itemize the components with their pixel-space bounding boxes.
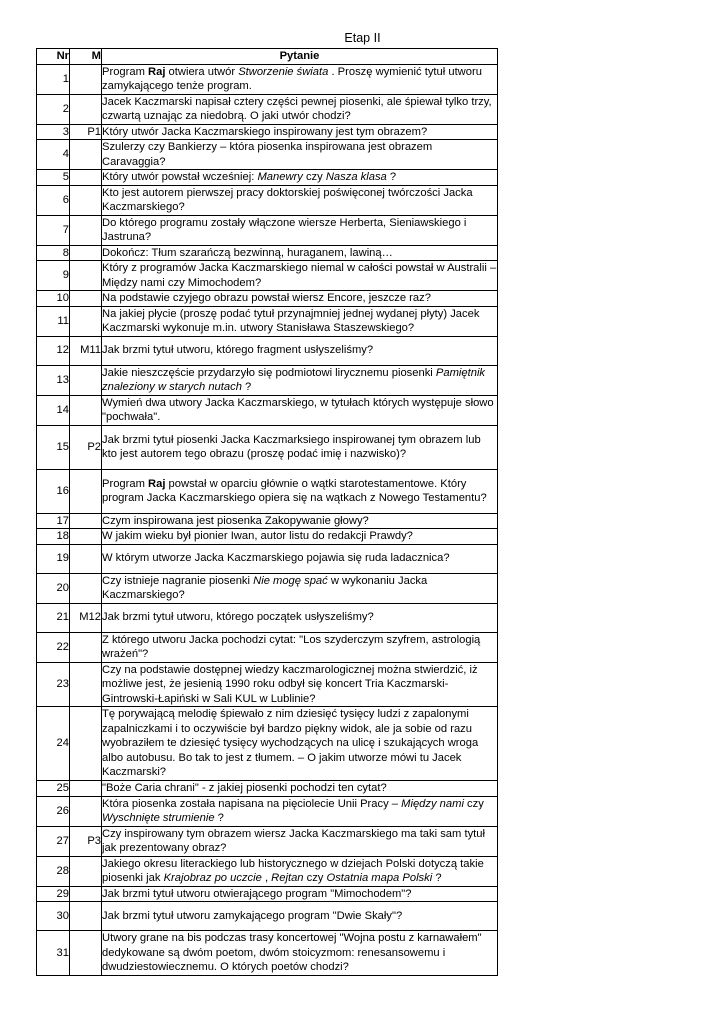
table-row [37,261,498,291]
question-italic-segment: Między nami [401,797,464,810]
table-row [37,513,498,529]
row-number: 19 [37,544,70,573]
question-segment: Program [102,477,149,490]
question-segment: ? [432,872,442,884]
header-m: M [70,49,102,65]
header-question: Pytanie [102,49,498,65]
table-row [37,529,498,545]
row-number: 18 [37,529,70,545]
question-segment: Która piosenka została napisana na pięciolecie Unii Pracy – [102,797,402,810]
question-text [102,245,498,261]
table-row [37,544,498,573]
table-row [37,365,498,395]
row-media-code: P3 [70,826,102,856]
row-media-code: P2 [70,425,102,469]
question-text [102,365,498,395]
question-segment: czy [302,171,326,183]
row-number: 16 [37,469,70,513]
question-text [102,886,498,902]
table-row [37,781,498,797]
row-media-code [70,261,102,291]
question-segment: Który utwór Jacka Kaczmarskiego inspirowany jest tym obrazem? [102,125,428,138]
question-segment: "Boże Caria chrani" - z jakiej piosenki pochodzi ten cytat? [102,782,387,794]
table-row [37,124,498,140]
row-media-code [70,796,102,826]
row-media-code: P1 [70,124,102,140]
table-row [37,469,498,513]
row-media-code [70,856,102,886]
question-segment: Czym inspirowana jest piosenka Zakopywanie głowy? [102,514,369,527]
question-segment: Z którego utworu Jacka pochodzi cytat: "Los szyderczym szyfrem, astrologią wrażeń"? [102,633,481,660]
question-segment: Który utwór powstał wcześniej: [102,171,258,183]
row-media-code [70,632,102,662]
row-number: 2 [37,94,70,124]
row-media-code [70,662,102,707]
question-segment: Dokończ: Tłum szarańczą bezwinną, huraganem, lawiną… [102,246,393,259]
question-text [102,573,498,603]
row-number: 23 [37,662,70,707]
question-segment: Kto jest autorem pierwszej pracy doktorskiej poświęconej twórczości Jacka Kaczmarskiego? [102,186,473,213]
row-number: 28 [37,856,70,886]
question-segment: czy [303,872,327,884]
table-row [37,603,498,632]
question-italic-segment: Wyschnięte strumienie [102,812,215,824]
row-number: 7 [37,215,70,245]
row-number: 13 [37,365,70,395]
question-text [102,64,498,94]
question-italic-segment: Pamiętnik znaleziony w starych nutach [102,366,486,393]
question-text [102,170,498,186]
row-media-code [70,94,102,124]
question-text [102,306,498,336]
question-text [102,291,498,307]
row-number: 31 [37,931,70,976]
question-segment: Który z programów Jacka Kaczmarskiego niemal w całości powstał w Australii – Między nami czy Mimochodem? [102,262,497,289]
table-row [37,796,498,826]
question-segment: czy [463,797,484,810]
question-text [102,140,498,170]
question-segment: Do którego programu zostały włączone wiersze Herberta, Sieniawskiego i Jastruna? [102,216,467,243]
question-italic-segment: Ostatnia mapa Polski [326,872,433,884]
question-text [102,707,498,781]
row-number: 15 [37,425,70,469]
row-media-code [70,886,102,902]
table-row [37,245,498,261]
header-nr: Nr [37,49,70,65]
table-row [37,336,498,365]
row-media-code [70,140,102,170]
question-segment: W jakim wieku był pionier Iwan, autor listu do redakcji Prawdy? [102,530,413,542]
row-number: 26 [37,796,70,826]
row-media-code [70,573,102,603]
question-text [102,513,498,529]
question-text [102,124,498,140]
row-number: 6 [37,185,70,215]
table-row [37,185,498,215]
question-bold-segment: Raj [148,477,166,490]
question-segment: Jak brzmi tytuł utworu otwierającego program "Mimochodem"? [102,887,412,900]
question-text [102,632,498,662]
row-number: 20 [37,573,70,603]
question-segment: . Proszę wymienić tytuł utworu zamykającego tenże program. [102,65,482,92]
question-segment: Jak brzmi tytuł utworu zamykającego program "Dwie Skały"? [102,909,403,922]
table-row [37,425,498,469]
row-media-code [70,781,102,797]
row-number: 14 [37,395,70,425]
question-italic-segment: Nie mogę spać [253,574,328,587]
table-row [37,632,498,662]
table-row [37,886,498,902]
page-title: Etap II [344,31,381,45]
table-row [37,170,498,186]
row-number: 3 [37,124,70,140]
row-media-code [70,64,102,94]
row-number: 11 [37,306,70,336]
row-number: 1 [37,64,70,94]
table-row [37,215,498,245]
row-media-code [70,529,102,545]
question-italic-segment: Stworzenie świata [238,65,329,78]
question-italic-segment: Rejtan [271,872,304,884]
question-segment: Jakie nieszczęście przydarzyło się podmiotowi lirycznemu piosenki [102,366,436,379]
question-segment: Jak brzmi tytuł utworu, którego początek usłyszeliśmy? [102,611,374,624]
table-row [37,395,498,425]
question-segment: Jak brzmi tytuł utworu, którego fragment usłyszeliśmy? [102,344,374,357]
row-media-code [70,395,102,425]
row-media-code [70,365,102,395]
table-row [37,931,498,976]
question-segment: Szulerzy czy Bankierzy – która piosenka inspirowana jest obrazem Caravaggia? [102,141,433,168]
row-number: 27 [37,826,70,856]
question-segment: Na podstawie czyjego obrazu powstał wiersz Encore, jeszcze raz? [102,292,431,304]
row-media-code [70,513,102,529]
question-text [102,529,498,545]
question-segment: Jak brzmi tytuł piosenki Jacka Kaczmarksiego inspirowanej tym obrazem lub kto jest autorem tego obrazu (proszę podać imię i nazwisko)? [102,433,481,460]
question-text [102,215,498,245]
row-media-code: M12 [70,603,102,632]
question-text [102,544,498,573]
question-segment: Jacek Kaczmarski napisał cztery części pewnej piosenki, ale śpiewał tylko trzy, czwartą uznając za niedobrą. O jaki utwór chodzi? [102,95,492,122]
question-segment: otwiera utwór [165,65,239,78]
row-media-code [70,291,102,307]
row-media-code [70,902,102,931]
question-italic-segment: Nasza klasa [325,171,387,183]
question-segment: ? [214,812,224,824]
row-media-code [70,215,102,245]
table-row [37,856,498,886]
row-media-code [70,931,102,976]
table-row [37,140,498,170]
question-text [102,425,498,469]
question-italic-segment: Manewry [257,171,303,183]
question-text [102,931,498,976]
question-segment: Wymień dwa utwory Jacka Kaczmarskiego, w tytułach których występuje słowo "pochwała". [102,396,494,423]
row-media-code [70,170,102,186]
table-row [37,662,498,707]
question-italic-segment: Krajobraz po uczcie [163,872,262,884]
table-row [37,707,498,781]
row-media-code [70,185,102,215]
question-text [102,261,498,291]
table-row [37,573,498,603]
row-number: 10 [37,291,70,307]
question-text [102,781,498,797]
question-bold-segment: Raj [148,65,166,78]
row-number: 12 [37,336,70,365]
row-media-code [70,544,102,573]
row-media-code [70,245,102,261]
row-number: 5 [37,170,70,186]
question-text [102,902,498,931]
question-text [102,826,498,856]
question-text [102,185,498,215]
table-header-row [37,49,498,65]
row-number: 29 [37,886,70,902]
questions-table [36,48,498,976]
table-row [37,306,498,336]
row-media-code: M11 [70,336,102,365]
question-segment: Czy inspirowany tym obrazem wiersz Jacka Kaczmarskiego ma taki sam tytuł jak prezentowany obraz? [102,827,485,854]
question-text [102,94,498,124]
table-row [37,64,498,94]
question-segment: Czy na podstawie dostępnej wiedzy kaczmarologicznej można stwierdzić, iż możliwe jest, że jesienią 1990 roku odbył się koncert Tria Kaczmarski-Gintrowski-Łapiński w Sali KUL w Lublinie? [102,663,478,705]
row-number: 8 [37,245,70,261]
table-row [37,94,498,124]
row-number: 25 [37,781,70,797]
row-number: 17 [37,513,70,529]
question-segment: Na jakiej płycie (proszę podać tytuł przynajmniej jednej wydanej płyty) Jacek Kaczmarski wykonuje m.in. utwory Stanisława Staszewskiego? [102,307,480,334]
question-segment: Utwory grane na bis podczas trasy koncertowej "Wojna postu z karnawałem" dedykowane są dwóm poetom, dwóm stoicyzmom: renesansowemu i dwudziestowiecznemu. O których poetów chodzi? [102,932,482,973]
question-segment: ? [241,381,252,393]
row-number: 21 [37,603,70,632]
table-row [37,826,498,856]
question-segment: , [261,872,272,884]
row-number: 24 [37,707,70,781]
table-row [37,902,498,931]
question-segment: powstał w oparciu głównie o wątki starotestamentowe. Który program Jacka Kaczmarskiego opiera się na wątkach z Nowego Testamentu? [102,477,487,504]
row-number: 22 [37,632,70,662]
question-text [102,856,498,886]
question-text [102,395,498,425]
question-text [102,603,498,632]
row-media-code [70,707,102,781]
question-segment: Czy istnieje nagranie piosenki [102,574,254,587]
question-segment: Program [102,65,149,78]
row-number: 30 [37,902,70,931]
question-segment: Tę porywającą melodię śpiewało z nim dziesięć tysięcy ludzi z zapalonymi zapalniczkami i to oczywiście był bardzo piękny widok, ale ja sobie od razu wyobraziłem te dziesięć tysięcy wychodzących na ulicę i szukających wroga albo autobusu. Bo tak to jest z tłumem. – O jakim utworze mówi tu Jacek Kaczmarski? [102,708,479,779]
question-text [102,336,498,365]
row-media-code [70,469,102,513]
question-text [102,662,498,707]
question-segment: ? [386,171,397,183]
question-segment: W którym utworze Jacka Kaczmarskiego pojawia się ruda ladacznica? [102,552,450,565]
questions-body [37,64,498,975]
question-segment: Jakiego okresu literackiego lub historycznego w dziejach Polski dotyczą takie piosenki jak [102,857,484,884]
table-row [37,291,498,307]
question-text [102,469,498,513]
row-media-code [70,306,102,336]
question-text [102,796,498,826]
question-segment: w wykonaniu Jacka Kaczmarskiego? [102,574,428,601]
row-number: 4 [37,140,70,170]
row-number: 9 [37,261,70,291]
